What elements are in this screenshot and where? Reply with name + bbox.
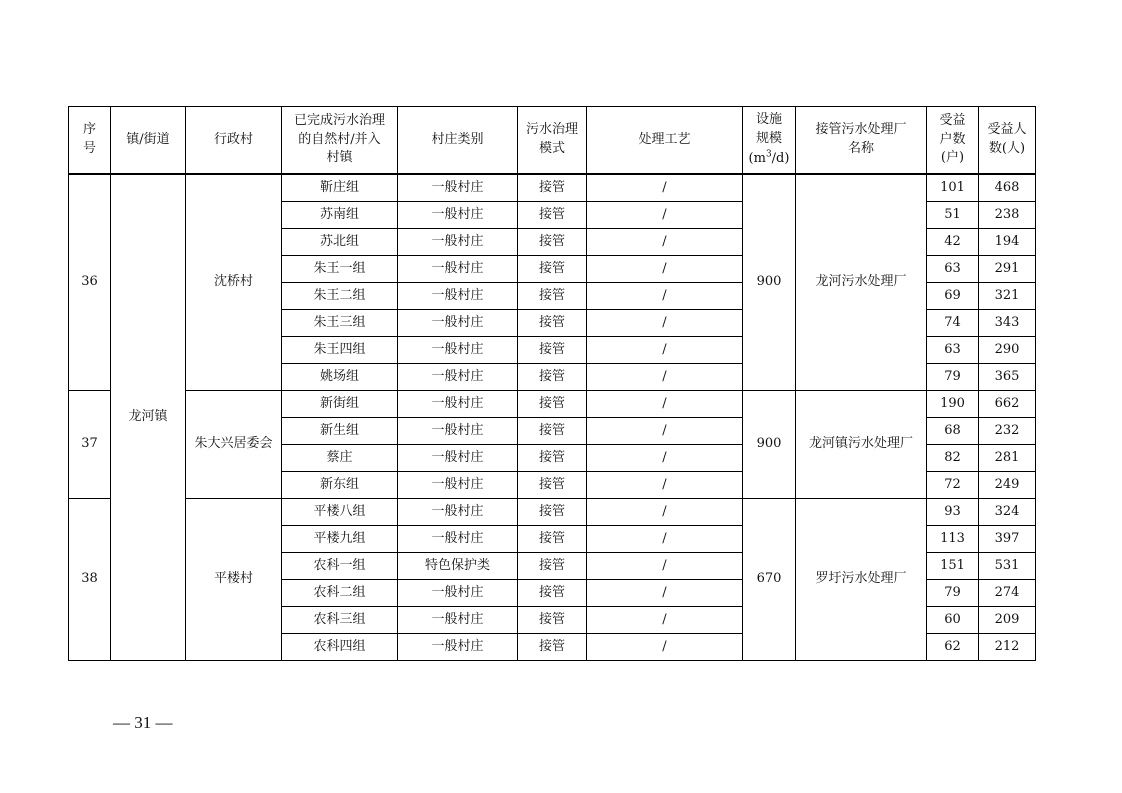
process-cell: / (587, 364, 743, 391)
process-cell: / (587, 607, 743, 634)
table-row (69, 499, 1036, 526)
header-treatment-mode: 污水治理 模式 (518, 107, 587, 175)
village-type-cell: 一般村庄 (398, 607, 518, 634)
header-households: 受益 户数 (户) (927, 107, 979, 175)
people-cell: 662 (979, 391, 1036, 418)
people-cell: 531 (979, 553, 1036, 580)
process-cell: / (587, 418, 743, 445)
households-cell: 101 (927, 174, 979, 202)
people-cell: 281 (979, 445, 1036, 472)
process-cell: / (587, 337, 743, 364)
header-town: 镇/街道 (111, 107, 186, 175)
households-cell: 51 (927, 202, 979, 229)
header-scale-unit-pre: (m (748, 151, 766, 167)
table-header (69, 107, 1036, 175)
process-cell: / (587, 553, 743, 580)
process-cell: / (587, 229, 743, 256)
header-scale (743, 107, 796, 175)
households-cell: 62 (927, 634, 979, 661)
natural-village-cell: 新东组 (282, 472, 398, 499)
village-type-cell: 一般村庄 (398, 418, 518, 445)
people-cell: 238 (979, 202, 1036, 229)
village-type-cell: 一般村庄 (398, 391, 518, 418)
scale-cell: 670 (743, 499, 796, 661)
village-type-cell: 一般村庄 (398, 283, 518, 310)
village-type-cell: 一般村庄 (398, 580, 518, 607)
households-cell: 190 (927, 391, 979, 418)
process-cell: / (587, 472, 743, 499)
people-cell: 232 (979, 418, 1036, 445)
town-cell: 龙河镇 (111, 174, 186, 661)
households-cell: 68 (927, 418, 979, 445)
village-type-cell: 一般村庄 (398, 634, 518, 661)
header-people: 受益人 数(人) (979, 107, 1036, 175)
people-cell: 365 (979, 364, 1036, 391)
table-body (69, 174, 1036, 661)
process-cell: / (587, 580, 743, 607)
process-cell: / (587, 174, 743, 202)
natural-village-cell: 朱王三组 (282, 310, 398, 337)
natural-village-cell: 新生组 (282, 418, 398, 445)
households-cell: 60 (927, 607, 979, 634)
treatment-mode-cell: 接管 (518, 310, 587, 337)
scale-cell: 900 (743, 391, 796, 499)
village-type-cell: 特色保护类 (398, 553, 518, 580)
plant-cell: 罗圩污水处理厂 (796, 499, 927, 661)
village-type-cell: 一般村庄 (398, 202, 518, 229)
people-cell: 324 (979, 499, 1036, 526)
natural-village-cell: 平楼九组 (282, 526, 398, 553)
village-type-cell: 一般村庄 (398, 364, 518, 391)
households-cell: 79 (927, 580, 979, 607)
header-scale-label: 设施 规模 (755, 112, 782, 146)
village-type-cell: 一般村庄 (398, 174, 518, 202)
table-row (69, 174, 1036, 202)
treatment-mode-cell: 接管 (518, 391, 587, 418)
treatment-mode-cell: 接管 (518, 607, 587, 634)
people-cell: 321 (979, 283, 1036, 310)
treatment-mode-cell: 接管 (518, 418, 587, 445)
natural-village-cell: 苏南组 (282, 202, 398, 229)
natural-village-cell: 朱王四组 (282, 337, 398, 364)
natural-village-cell: 农科一组 (282, 553, 398, 580)
village-type-cell: 一般村庄 (398, 445, 518, 472)
households-cell: 113 (927, 526, 979, 553)
people-cell: 291 (979, 256, 1036, 283)
treatment-mode-cell: 接管 (518, 174, 587, 202)
process-cell: / (587, 445, 743, 472)
treatment-mode-cell: 接管 (518, 283, 587, 310)
treatment-mode-cell: 接管 (518, 634, 587, 661)
header-plant: 接管污水处理厂 名称 (796, 107, 927, 175)
treatment-mode-cell: 接管 (518, 445, 587, 472)
natural-village-cell: 姚场组 (282, 364, 398, 391)
treatment-mode-cell: 接管 (518, 472, 587, 499)
households-cell: 82 (927, 445, 979, 472)
plant-cell: 龙河镇污水处理厂 (796, 391, 927, 499)
treatment-mode-cell: 接管 (518, 256, 587, 283)
people-cell: 212 (979, 634, 1036, 661)
people-cell: 249 (979, 472, 1036, 499)
village-type-cell: 一般村庄 (398, 229, 518, 256)
village-type-cell: 一般村庄 (398, 472, 518, 499)
natural-village-cell: 农科四组 (282, 634, 398, 661)
header-village-type: 村庄类别 (398, 107, 518, 175)
people-cell: 343 (979, 310, 1036, 337)
treatment-mode-cell: 接管 (518, 499, 587, 526)
treatment-mode-cell: 接管 (518, 364, 587, 391)
page-number: — 31 — (113, 713, 173, 732)
people-cell: 274 (979, 580, 1036, 607)
header-natural-village: 已完成污水治理 的自然村/并入 村镇 (282, 107, 398, 175)
scale-cell: 900 (743, 174, 796, 391)
natural-village-cell: 农科二组 (282, 580, 398, 607)
households-cell: 69 (927, 283, 979, 310)
header-scale-unit (749, 151, 790, 166)
plant-cell: 龙河污水处理厂 (796, 174, 927, 391)
people-cell: 194 (979, 229, 1036, 256)
people-cell: 468 (979, 174, 1036, 202)
households-cell: 63 (927, 337, 979, 364)
households-cell: 93 (927, 499, 979, 526)
village-type-cell: 一般村庄 (398, 526, 518, 553)
households-cell: 79 (927, 364, 979, 391)
natural-village-cell: 靳庄组 (282, 174, 398, 202)
treatment-mode-cell: 接管 (518, 229, 587, 256)
households-cell: 151 (927, 553, 979, 580)
process-cell: / (587, 256, 743, 283)
process-cell: / (587, 634, 743, 661)
village-type-cell: 一般村庄 (398, 499, 518, 526)
treatment-mode-cell: 接管 (518, 202, 587, 229)
header-scale-unit-sup: 3 (765, 149, 772, 160)
treatment-mode-cell: 接管 (518, 553, 587, 580)
header-admin-village: 行政村 (186, 107, 282, 175)
process-cell: / (587, 202, 743, 229)
seq-cell: 37 (69, 391, 111, 499)
people-cell: 397 (979, 526, 1036, 553)
natural-village-cell: 蔡庄 (282, 445, 398, 472)
households-cell: 72 (927, 472, 979, 499)
sewage-treatment-table (68, 106, 1036, 661)
natural-village-cell: 苏北组 (282, 229, 398, 256)
process-cell: / (587, 310, 743, 337)
people-cell: 290 (979, 337, 1036, 364)
header-seq: 序 号 (69, 107, 111, 175)
header-process: 处理工艺 (587, 107, 743, 175)
village-type-cell: 一般村庄 (398, 310, 518, 337)
process-cell: / (587, 499, 743, 526)
natural-village-cell: 平楼八组 (282, 499, 398, 526)
households-cell: 74 (927, 310, 979, 337)
natural-village-cell: 新街组 (282, 391, 398, 418)
natural-village-cell: 朱王一组 (282, 256, 398, 283)
natural-village-cell: 朱王二组 (282, 283, 398, 310)
seq-cell: 36 (69, 174, 111, 391)
admin-village-cell: 朱大兴居委会 (186, 391, 282, 499)
treatment-mode-cell: 接管 (518, 337, 587, 364)
table-row (69, 391, 1036, 418)
people-cell: 209 (979, 607, 1036, 634)
process-cell: / (587, 526, 743, 553)
village-type-cell: 一般村庄 (398, 256, 518, 283)
natural-village-cell: 农科三组 (282, 607, 398, 634)
households-cell: 42 (927, 229, 979, 256)
treatment-mode-cell: 接管 (518, 526, 587, 553)
admin-village-cell: 平楼村 (186, 499, 282, 661)
admin-village-cell: 沈桥村 (186, 174, 282, 391)
process-cell: / (587, 391, 743, 418)
process-cell: / (587, 283, 743, 310)
village-type-cell: 一般村庄 (398, 337, 518, 364)
households-cell: 63 (927, 256, 979, 283)
seq-cell: 38 (69, 499, 111, 661)
treatment-mode-cell: 接管 (518, 580, 587, 607)
header-scale-unit-post: /d) (771, 151, 790, 167)
